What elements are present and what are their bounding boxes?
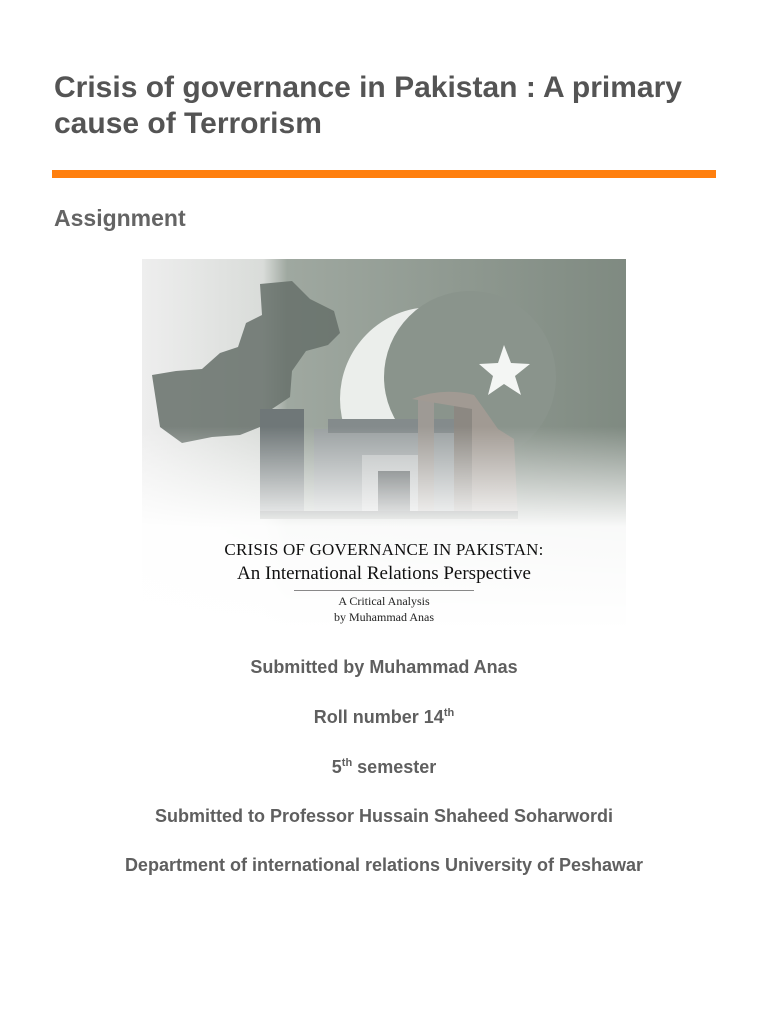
submitted-by: Submitted by Muhammad Anas (250, 657, 518, 677)
semester-label: semester (352, 757, 437, 777)
semester-suffix: th (341, 757, 353, 769)
document-subtitle: Assignment (54, 205, 186, 231)
cover-divider (294, 590, 474, 591)
roll-number-text: Roll number 14 (313, 707, 444, 727)
cover-subtitle: An International Relations Perspective (237, 563, 531, 584)
cover-title: CRISIS OF GOVERNANCE IN PAKISTAN: (224, 540, 544, 559)
semester-number: 5 (331, 757, 342, 777)
department: Department of international relations University of Peshawar (124, 855, 644, 875)
roll-number (0, 707, 768, 728)
roll-number-suffix: th (443, 707, 455, 719)
submitted-to: Submitted to Professor Hussain Shaheed Soharwordi (154, 806, 614, 826)
document-title: Crisis of governance in Pakistan : A primary cause of Terrorism (54, 71, 682, 140)
cover-author: by Muhammad Anas (334, 610, 434, 624)
cover-analysis: A Critical Analysis (338, 594, 430, 608)
title-divider (52, 170, 716, 178)
semester (0, 757, 768, 778)
cover-image (142, 259, 626, 631)
